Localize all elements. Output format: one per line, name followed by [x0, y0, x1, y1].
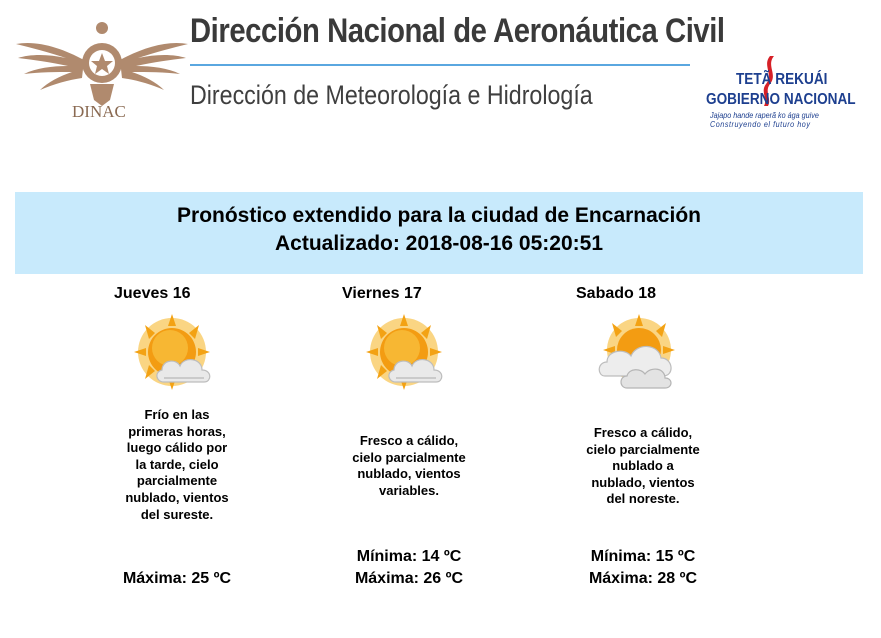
description-line: nublado, vientos — [357, 466, 461, 482]
day-temperatures — [543, 546, 743, 590]
description-line: cielo parcialmente — [352, 449, 466, 465]
title-divider — [190, 64, 690, 66]
day-temperatures — [309, 546, 509, 590]
description-line: primeras horas, — [128, 423, 226, 439]
min-temperature: Mínima: 14 ºC — [356, 548, 462, 565]
description-line: la tarde, cielo — [135, 456, 219, 472]
description-line: Fresco a cálido, — [359, 433, 459, 448]
partly-cloudy-icon — [362, 312, 452, 392]
day-name: Sabado 18 — [576, 285, 657, 302]
day-temperatures — [77, 568, 277, 590]
org-title: Dirección Nacional de Aeronáutica Civil — [190, 12, 725, 50]
description-line: nublado, vientos — [125, 489, 229, 505]
max-temperature: Máxima: 25 ºC — [122, 570, 232, 587]
description-line: Fresco a cálido, — [593, 425, 693, 440]
government-logo — [700, 56, 860, 130]
forecast-day-1 — [77, 280, 277, 610]
partly-cloudy-icon — [130, 312, 220, 392]
description-line: del sureste. — [140, 506, 214, 522]
gov-logo-line3: Jajapo hande raperã ko ága guive — [710, 111, 819, 120]
min-temperature: Mínima: 15 ºC — [590, 548, 696, 565]
forecast-day-2 — [309, 280, 509, 610]
gov-logo-line4: Construyendo el futuro hoy — [710, 120, 811, 129]
forecast-title: Pronóstico extendido para la ciudad de Encarnación — [177, 204, 701, 227]
mostly-cloudy-icon — [595, 312, 685, 392]
dinac-logo — [12, 8, 192, 126]
max-temperature: Máxima: 28 ºC — [588, 570, 698, 587]
gov-logo-line2: GOBIERNO NACIONAL — [706, 91, 856, 108]
gov-logo-line1: TETÃ REKUÁI — [736, 71, 828, 88]
day-name: Jueves 16 — [114, 285, 191, 302]
description-line: Frío en las — [144, 407, 210, 422]
description-line: nublado, vientos — [591, 474, 695, 490]
org-subtitle: Dirección de Meteorología e Hidrología — [190, 80, 593, 110]
day-description — [309, 433, 509, 499]
day-description — [77, 407, 277, 523]
description-line: nublado a — [612, 458, 674, 474]
description-line: luego cálido por — [126, 440, 228, 456]
max-temperature: Máxima: 26 ºC — [354, 570, 464, 587]
description-line: cielo parcialmente — [586, 441, 700, 457]
day-description — [543, 425, 743, 508]
forecast-day-3 — [543, 280, 743, 610]
updated-timestamp: Actualizado: 2018-08-16 05:20:51 — [275, 232, 603, 255]
description-line: variables. — [379, 482, 439, 498]
description-line: del noreste. — [606, 491, 680, 507]
logo-text: DINAC — [72, 102, 126, 121]
forecast-banner — [15, 192, 863, 274]
description-line: parcialmente — [136, 473, 218, 489]
day-name: Viernes 17 — [342, 285, 422, 302]
